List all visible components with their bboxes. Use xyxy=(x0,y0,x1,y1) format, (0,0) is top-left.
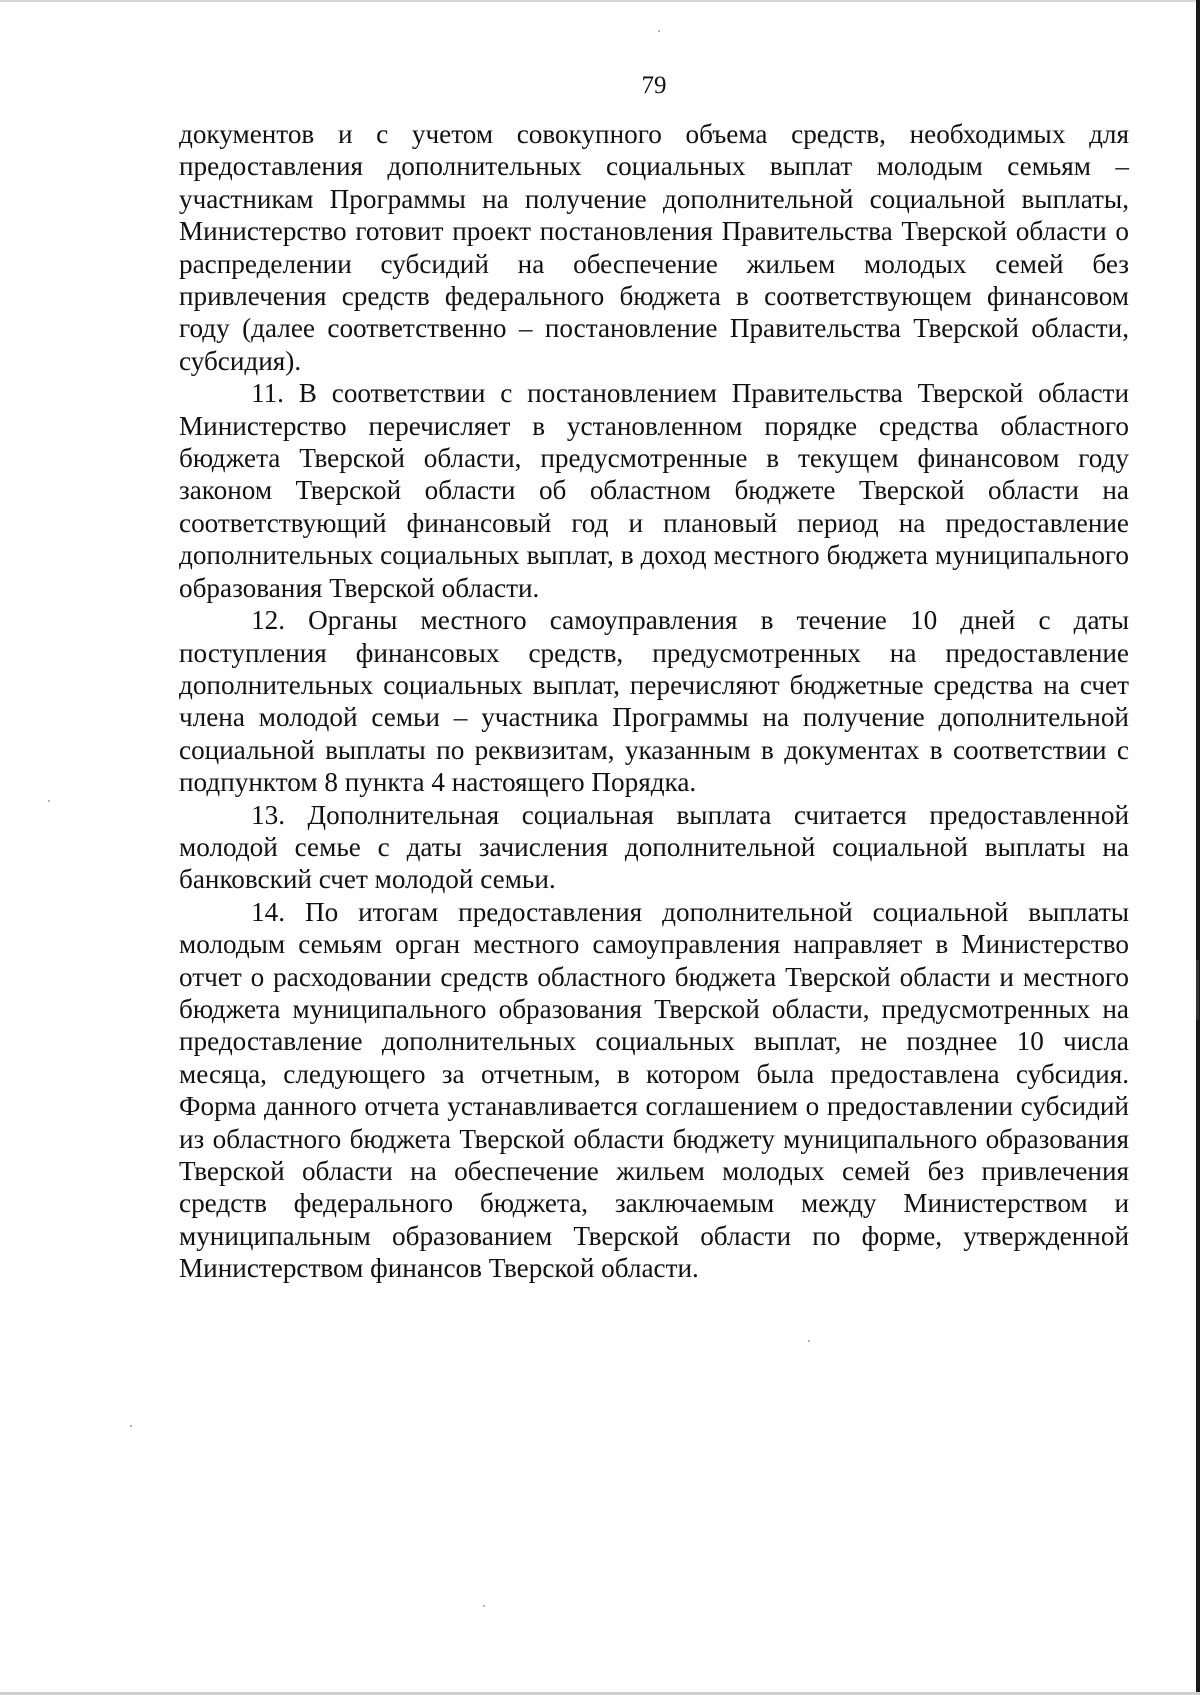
scan-speck xyxy=(130,1425,132,1427)
paragraph-item-11: 11. В соответствии с постановлением Правительства Тверской области Министерство перечисляет в установленном порядке средства областного бюджета Тверской области, предусмотренные в текущем финансовом году законом Тверской области об областном бюджете Тверской области на соответствующий финансовый год и плановый период на предоставление дополнительных социальных выплат, в доход местного бюджета муниципального образования Тверской области. xyxy=(179,378,1129,603)
scan-mark xyxy=(1196,960,1199,1020)
document-body xyxy=(179,118,1129,1285)
scan-speck xyxy=(48,800,50,802)
paragraph-continuation: документов и с учетом совокупного объема средств, необходимых для предоставления дополнительных социальных выплат молодым семьям – участникам Программы на получение дополнительной социальной выплаты, Министерство готовит проект постановления Правительства Тверской области о распределении субсидий на обеспечение жильем молодых семей без привлечения средств федерального бюджета в соответствующем финансовом году (далее соответственно – постановление Правительства Тверской области, субсидия). xyxy=(179,119,1129,376)
paragraph-item-12: 12. Органы местного самоуправления в течение 10 дней с даты поступления финансовых средств, предусмотренных на предоставление дополнительных социальных выплат, перечисляют бюджетные средства на счет члена молодой семьи – участника Программы на получение дополнительной социальной выплаты по реквизитам, указанным в документах в соответствии с подпунктом 8 пункта 4 настоящего Порядка. xyxy=(179,605,1129,798)
scan-speck xyxy=(808,1340,810,1342)
page-number: 79 xyxy=(641,72,667,99)
paragraph-item-13: 13. Дополнительная социальная выплата считается предоставленной молодой семье с даты зачисления дополнительной социальной выплаты на банковский счет молодой семьи. xyxy=(179,799,1129,895)
scan-edge-top xyxy=(0,0,1200,2)
scan-speck xyxy=(483,1605,485,1607)
paragraph-item-14: 14. По итогам предоставления дополнительной социальной выплаты молодым семьям орган местного самоуправления направляет в Министерство отчет о расходовании средств областного бюджета Тверской области и местного бюджета муниципального образования Тверской области, предусмотренных на предоставление дополнительных социальных выплат, не позднее 10 числа месяца, следующего за отчетным, в котором была предоставлена субсидия. Форма данного отчета устанавливается соглашением о предоставлении субсидий из областного бюджета Тверской области бюджету муниципального образования Тверской области на обеспечение жильем молодых семей без привлечения средств федерального бюджета, заключаемым между Министерством и муниципальным образованием Тверской области по форме, утвержденной Министерством финансов Тверской области. xyxy=(179,896,1129,1284)
scan-speck xyxy=(658,30,660,32)
scan-edge-right xyxy=(1196,0,1200,1695)
